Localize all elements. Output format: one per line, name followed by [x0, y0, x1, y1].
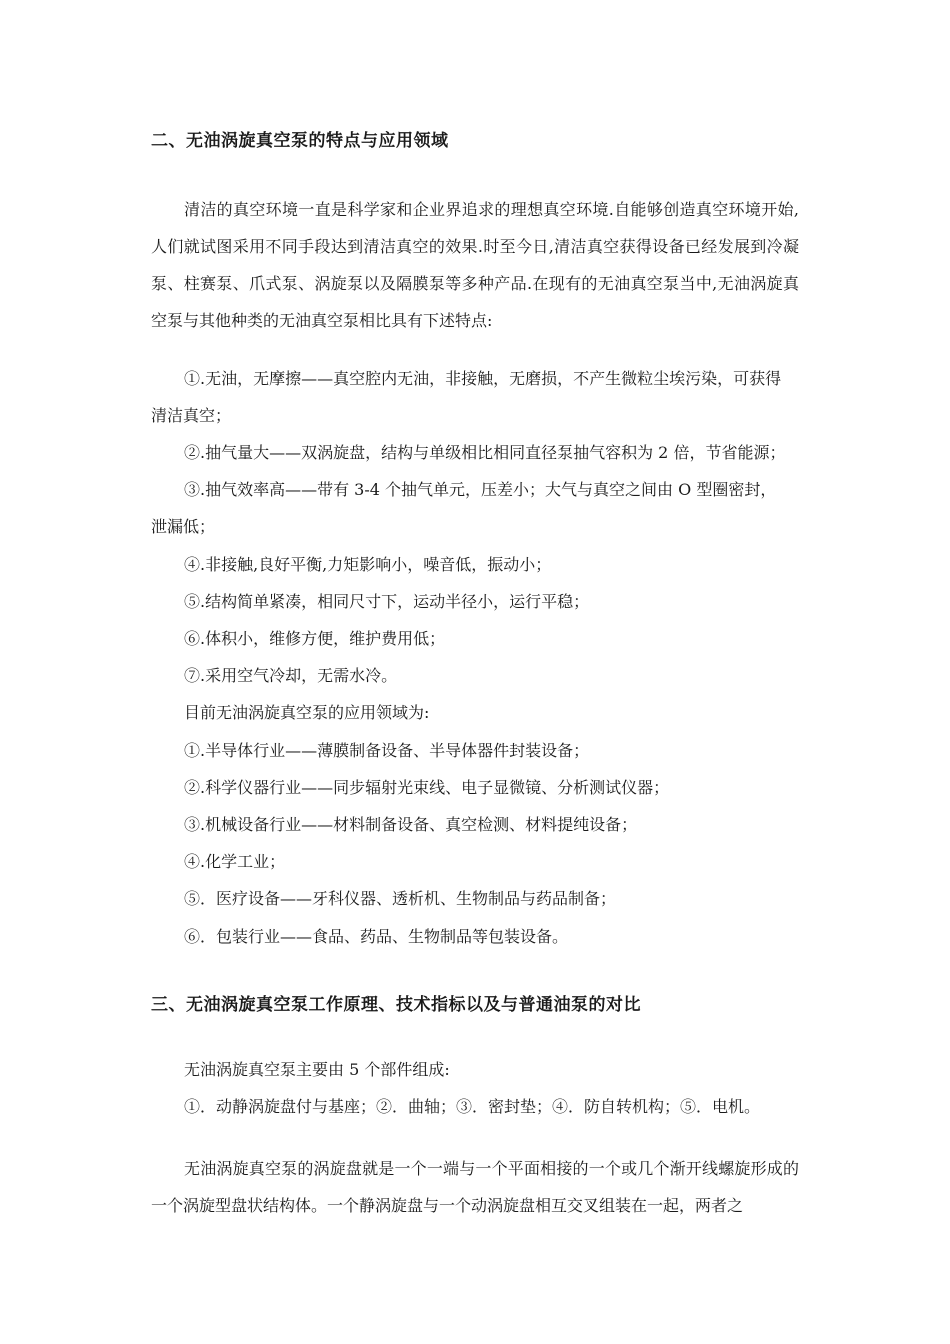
applications-intro: 目前无油涡旋真空泵的应用领域为:: [184, 703, 430, 722]
feature-item: ①.无油，无摩擦——真空腔内无油，非接触，无磨损，不产生微粒尘埃污染，可获得: [184, 369, 782, 388]
feature-item: ③.抽气效率高——带有 3-4 个抽气单元，压差小；大气与真空之间由 O 型圈密封，: [184, 480, 777, 499]
parts-intro: 无油涡旋真空泵主要由 5 个部件组成:: [184, 1060, 450, 1079]
intro-paragraph: 清洁的真空环境一直是科学家和企业界追求的理想真空环境.自能够创造真空环境开始,人们就试图采用不同手段达到清洁真空的效果.时至今日,清洁真空获得设备已经发展到冷凝泵、柱赛泵、爪式泵、涡旋泵以及隔膜泵等多种产品.在现有的无油真空泵当中,无油涡旋真空泵与其他种类的无油真空泵相比具有下述特点:: [151, 200, 799, 330]
feature-item: ⑤.结构简单紧凑，相同尺寸下，运动半径小，运行平稳；: [184, 592, 590, 611]
section-heading-2: 二、无油涡旋真空泵的特点与应用领域: [151, 131, 449, 151]
application-item: ⑥．包装行业——食品、药品、生物制品等包装设备。: [184, 927, 569, 946]
feature-item: ②.抽气量大——双涡旋盘，结构与单级相比相同直径泵抽气容积为 2 倍，节省能源；: [184, 443, 786, 462]
feature-item-continuation: 泄漏低；: [151, 517, 216, 536]
application-item: ①.半导体行业——薄膜制备设备、半导体器件封装设备；: [184, 741, 590, 760]
parts-list: ①．动静涡旋盘付与基座；②．曲轴；③．密封垫；④．防自转机构；⑤．电机。: [184, 1097, 761, 1116]
application-item: ⑤．医疗设备——牙科仪器、透析机、生物制品与药品制备；: [184, 889, 617, 908]
feature-item: ⑥.体积小，维修方便，维护费用低；: [184, 629, 446, 648]
application-item: ③.机械设备行业——材料制备设备、真空检测、材料提纯设备；: [184, 815, 638, 834]
application-item: ②.科学仪器行业——同步辐射光束线、电子显微镜、分析测试仪器；: [184, 778, 670, 797]
application-item: ④.化学工业；: [184, 852, 286, 871]
feature-item: ⑦.采用空气冷却，无需水冷。: [184, 666, 398, 685]
feature-item-continuation: 清洁真空；: [151, 406, 232, 425]
closing-paragraph: 无油涡旋真空泵的涡旋盘就是一个一端与一个平面相接的一个或几个渐开线螺旋形成的一个涡旋型盘状结构体。一个静涡旋盘与一个动涡旋盘相互交叉组装在一起，两者之: [151, 1159, 799, 1215]
feature-item: ④.非接触,良好平衡,力矩影响小，噪音低，振动小；: [184, 555, 552, 574]
section-heading-3: 三、无油涡旋真空泵工作原理、技术指标以及与普通油泵的对比: [151, 995, 641, 1015]
